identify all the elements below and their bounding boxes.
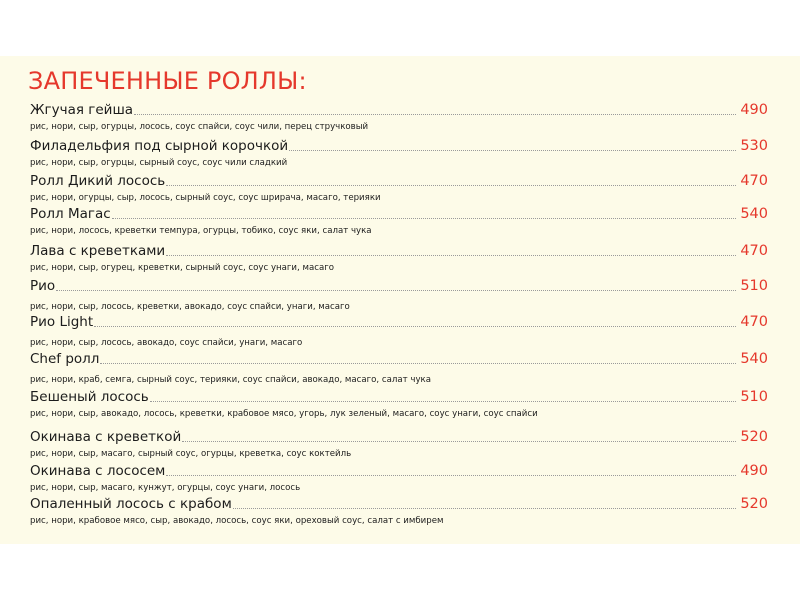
menu-item: [30, 242, 768, 278]
dotted-leader: [233, 507, 737, 509]
dotted-leader: [166, 254, 736, 256]
menu-item-description: рис, нори, сыр, огурец, креветки, сырный соус, соус унаги, масаго: [30, 263, 334, 273]
menu-item: [30, 462, 768, 498]
menu-item-description: рис, нори, сыр, огурцы, сырный соус, соус чили сладкий: [30, 158, 288, 168]
menu-item: [30, 428, 768, 464]
menu-item-name: Ролл Дикий лосось: [30, 173, 166, 189]
menu-item-description: рис, нори, сыр, огурцы, лосось, соус спайси, соус чили, перец стручковый: [30, 122, 369, 132]
menu-item-name: Рио: [30, 278, 56, 294]
dotted-leader: [182, 440, 736, 442]
menu-item-name: Бешеный лосось: [30, 389, 149, 405]
menu-item-price: 520: [740, 496, 768, 512]
menu-item-price: 520: [740, 429, 768, 445]
menu-item-description: рис, нори, сыр, масаго, кунжут, огурцы, соус унаги, лосось: [30, 483, 301, 493]
menu-item: [30, 205, 768, 241]
menu-item-name: Окинава с креветкой: [30, 429, 182, 445]
dotted-leader: [94, 325, 736, 327]
menu-item-name: Chef ролл: [30, 351, 100, 367]
dotted-leader: [134, 113, 736, 115]
menu-item: [30, 277, 768, 313]
menu-item: [30, 388, 768, 424]
menu-item: [30, 172, 768, 208]
menu-item-name: Рио Light: [30, 314, 94, 330]
menu-item-price: 540: [740, 206, 768, 222]
menu-item-price: 540: [740, 351, 768, 367]
menu-item-description: рис, нори, сыр, масаго, сырный соус, огурцы, креветка, соус коктейль: [30, 449, 352, 459]
menu-item-price: 510: [740, 389, 768, 405]
menu-item-price: 470: [740, 243, 768, 259]
menu-item-name: Ролл Магас: [30, 206, 111, 222]
menu-item-name: Опаленный лосось с крабом: [30, 496, 232, 512]
menu-item-name: Окинава с лососем: [30, 463, 166, 479]
menu-item: [30, 313, 768, 349]
menu-item: [30, 495, 768, 531]
dotted-leader: [100, 362, 736, 364]
menu-item-description: рис, нори, сыр, лосось, креветки, авокадо, соус спайси, унаги, масаго: [30, 302, 350, 312]
menu-item-name: Филадельфия под сырной корочкой: [30, 138, 289, 154]
menu-item-price: 470: [740, 314, 768, 330]
menu-item-description: рис, нори, краб, семга, сырный соус, терияки, соус спайси, авокадо, масаго, салат чука: [30, 375, 431, 385]
menu-item-name: Лава с креветками: [30, 243, 166, 259]
dotted-leader: [112, 217, 737, 219]
dotted-leader: [166, 184, 736, 186]
dotted-leader: [289, 149, 736, 151]
menu-item-price: 510: [740, 278, 768, 294]
menu-item: [30, 101, 768, 137]
menu-item-description: рис, нори, сыр, авокадо, лосось, креветки, крабовое мясо, угорь, лук зеленый, масаго, соус унаги, соус спайси: [30, 409, 538, 419]
menu-item-price: 490: [740, 463, 768, 479]
menu-item: [30, 137, 768, 173]
menu-item-price: 530: [740, 138, 768, 154]
menu-item-price: 490: [740, 102, 768, 118]
dotted-leader: [56, 289, 736, 291]
menu-title: ЗАПЕЧЕННЫЕ РОЛЛЫ:: [28, 67, 307, 95]
menu-item-description: рис, нори, крабовое мясо, сыр, авокадо, лосось, соус яки, ореховый соус, салат с имбирем: [30, 516, 444, 526]
menu-item-name: Жгучая гейша: [30, 102, 134, 118]
menu-item: [30, 350, 768, 386]
menu-item-price: 470: [740, 173, 768, 189]
menu-item-description: рис, нори, лосось, креветки темпура, огурцы, тобико, соус яки, салат чука: [30, 226, 372, 236]
menu-item-description: рис, нори, сыр, лосось, авокадо, соус спайси, унаги, масаго: [30, 338, 303, 348]
dotted-leader: [166, 474, 736, 476]
menu-item-description: рис, нори, огурцы, сыр, лосось, сырный соус, соус шрирача, масаго, терияки: [30, 193, 381, 203]
dotted-leader: [150, 400, 737, 402]
